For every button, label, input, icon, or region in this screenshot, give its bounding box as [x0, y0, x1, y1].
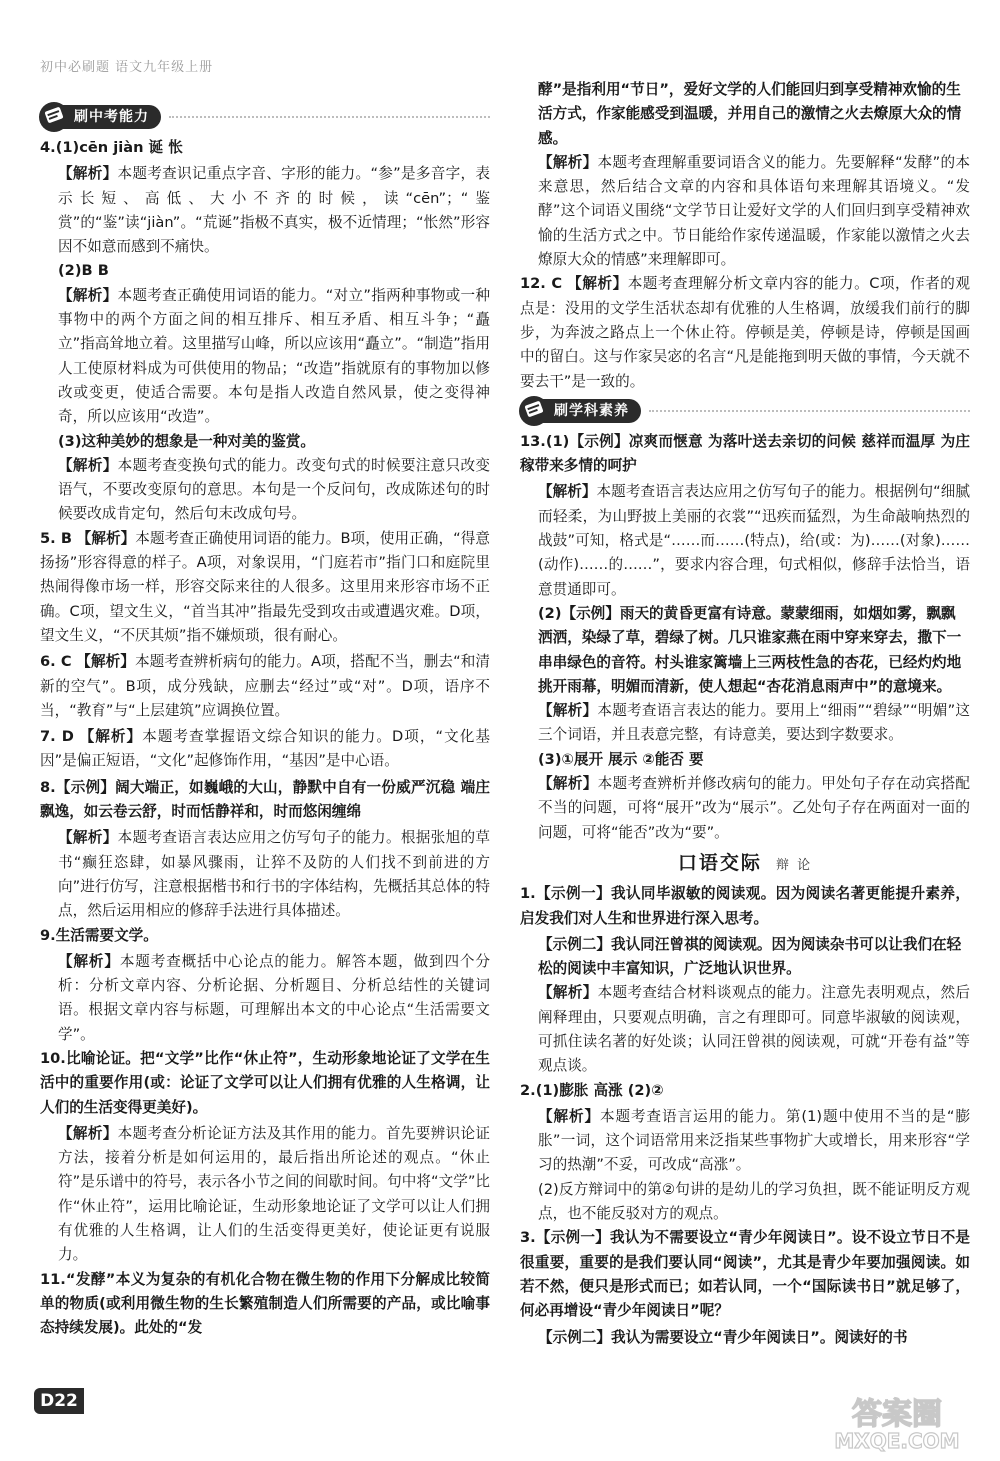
answer: 【示例二】我认同汪曾祺的阅读观。因为阅读杂书可以让我们在轻松的阅读中丰富知识，广泛地认识世界。 [538, 935, 962, 978]
banner-subject-literacy [520, 396, 970, 426]
question-13: 13.(1)【示例】凉爽而惬意 为落叶送去亲切的问候 慈祥而温厚 为庄稼带来多情的呵护 [520, 432, 970, 475]
analysis: 【解析】本题考查辨析并修改病句的能力。甲处句子存在动宾搭配不当的问题，可将“展开”改为“展示”。乙处句子存在两面对一面的问题，可将“能否”改为“要”。 [538, 775, 970, 841]
right-column [520, 78, 970, 1350]
oral-question-3: 3.【示例一】我认为不需要设立“青少年阅读日”。设不设立节日不是很重要，重要的是我们要认同“阅读”，尤其是青少年要加强阅读。如若不然，便只是形式而已；如若认同，一个“国际读书日”就足够了，何必再增设“青少年阅读日”呢？ [520, 1229, 970, 1320]
answer-continued: 酵”是指利用“节日”，爱好文学的人们能回归到享受精神欢愉的生活方式，作家能感受到温暖，并用自己的激情之火去燎原大众的情感。 [538, 81, 962, 147]
analysis: 【解析】本题考查结合材料谈观点的能力。注意先表明观点，然后阐释理由，只要观点明确，言之有理即可。同意毕淑敏的阅读观，可抓住读名著的好处谈；认同汪曾祺的阅读观，可就“开卷有益”等观点谈。 [538, 984, 970, 1075]
question-8: 8.【示例】阔大端正，如巍峨的大山，静默中自有一份威严沉稳 端庄飘逸，如云卷云舒，时而恬静祥和，时而悠闲缠绵 [40, 778, 490, 821]
analysis: 【解析】本题考查识记重点字音、字形的能力。“参”是多音字，表示长短、高低、大小不齐的时候，读“cēn”；“鉴赏”的“鉴”读“jiàn”。“荒诞”指极不真实，极不近情理；“怅然”形容因不如意而感到不痛快。 [58, 165, 490, 256]
banner-label: 刷学科素养 [554, 402, 629, 419]
analysis: (2)反方辩词中的第②句讲的是幼儿的学习负担，既不能证明反方观点，也不能反驳对方的观点。 [538, 1180, 970, 1223]
banner-pill [40, 105, 161, 129]
banner-dots [169, 116, 490, 118]
question-7: 7. D 【解析】本题考查掌握语文综合知识的能力。D项，“文化基因”是偏正短语，“文化”起修饰作用，“基因”是中心语。 [40, 728, 490, 770]
answer: (3)这种美妙的想象是一种对美的鉴赏。 [58, 432, 315, 450]
oral-question-1: 1.【示例一】我认同毕淑敏的阅读观。因为阅读名著更能提升素养，启发我们对人生和世界进行深入思考。 [520, 885, 970, 927]
analysis: 【解析】本题考查语言表达应用之仿写句子的能力。根据例句“细腻而轻柔，为山野披上美丽的衣裳”“迅疾而猛烈，为生命敲响热烈的战鼓”可知，格式是“……而……(特点)，给(或：为)……(对象)……(动作)……的……”，要求内容合理，句式相似，修辞手法恰当，语意贯通即可。 [538, 483, 970, 598]
banner-label: 刷中考能力 [74, 109, 149, 125]
banner-pill [520, 399, 641, 423]
question-9: 9.生活需要文学。 [40, 926, 158, 944]
question-11: 11.“发酵”本义为复杂的有机化合物在微生物的作用下分解成比较简单的物质(或利用微生物的生长繁殖制造人们所需要的产品，或比喻事态持续发展)。此处的“发 [40, 1270, 490, 1337]
banner-exam-ability [40, 102, 490, 132]
analysis: 【解析】本题考查概括中心论点的能力。解答本题，做到四个分析：分析文章内容、分析论据、分析题目、分析总结性的关键词语。根据文章内容与标题，可理解出本文的中心论点“生活需要文学”。 [58, 952, 490, 1043]
brush-icon [38, 99, 70, 133]
section-subtitle: 辩 论 [775, 857, 813, 873]
analysis: 【解析】本题考查分析论证方法及其作用的能力。首先要辨识论证方法，接着分析是如何运用的，最后指出所论述的观点。“休止符”是乐谱中的符号，表示各小节之间的间歇时间。句中将“文学”比作“休止符”，运用比喻论证，生动形象地论证了文学可以让人们拥有优雅的人生格调，让人们的生活变得更美好，使论证更有说服力。 [58, 1124, 490, 1264]
analysis: 【解析】本题考查语言运用的能力。第(1)题中使用不当的是“膨胀”一词，这个词语常用来泛指某些事物扩大或增长，用来形容“学习的热潮”不妥，可改成“高涨”。 [538, 1107, 970, 1174]
question-4: 4.(1)cēn jiàn 诞 怅 [40, 139, 183, 156]
page-number: D22 [34, 1388, 84, 1414]
question-6: 6. C 【解析】本题考查辨析病句的能力。A项，搭配不当，删去“和清新的空气”。B项，成分残缺，应删去“经过”或“对”。D项，语序不当，“教育”与“上层建筑”应调换位置。 [40, 653, 490, 719]
watermark-logo [812, 1390, 982, 1456]
analysis: 【解析】本题考查正确使用词语的能力。“对立”指两种事物或一种事物中的两个方面之间的相互排斥、相互矛盾、相互斗争；“矗立”指高耸地立着。这里描写山峰，所以应该用“矗立”。“制造”指用人工使原材料成为可供使用的物品；“改造”指就原有的事物加以修改或变更，使适合需要。本句是指人改造自然风景，使之变得神奇，所以应该用“改造”。 [58, 286, 490, 426]
answer: 【示例二】我认为需要设立“青少年阅读日”。阅读好的书 [538, 1328, 908, 1346]
question-5: 5. B 【解析】本题考查正确使用词语的能力。B项，使用正确，“得意扬扬”形容得意的样子。A项，对象误用，“门庭若市”指门口和庭院里热闹得像市场一样，形容交际来往的人很多。这里用来形容市场不正确。C项，望文生义，“首当其冲”指最先受到攻击或遭遇灾难。D项，望文生义，“不厌其烦”指不嫌烦琐，很有耐心。 [40, 529, 490, 644]
brush-icon [518, 393, 550, 427]
analysis: 【解析】本题考查理解重要词语含义的能力。先要解释“发酵”的本来意思，然后结合文章的内容和具体语句来理解其语境义。“发酵”这个词语义围绕“文学节日让爱好文学的人们回归到享受精神欢愉的生活方式之中。节日能给作家传递温暖，作家能以激情之火去燎原大众的情感”来理解即可。 [538, 153, 970, 269]
oral-question-2: 2.(1)膨胀 高涨 (2)② [520, 1081, 664, 1099]
answer: (2)【示例】雨天的黄昏更富有诗意。蒙蒙细雨，如烟如雾，飘飘洒洒，染绿了草，碧绿了树。几只谁家燕在雨中穿来穿去，撒下一串串绿色的音符。村头谁家篱墙上三两枝性急的杏花，已经灼灼地挑开雨幕，明媚而清新，使人想起“杏花消息雨声中”的意境来。 [538, 604, 962, 695]
svg-text:MXQE.COM: MXQE.COM [834, 1429, 960, 1453]
left-column [40, 100, 490, 1343]
running-header: 初中必刷题 语文九年级上册 [40, 60, 214, 75]
analysis: 【解析】本题考查语言表达应用之仿写句子的能力。根据张旭的草书“癫狂恣肆，如暴风骤雨，让猝不及防的人们找不到前进的方向”进行仿写，注意根据楷书和行书的字体结构，先概括其总体的特点，然后运用相应的修辞手法进行具体描述。 [58, 829, 490, 920]
analysis: 【解析】本题考查变换句式的能力。改变句式的时候要注意只改变语气，不要改变原句的意思。本句是一个反问句，改成陈述句的时候要改成肯定句，然后句末改成句号。 [58, 456, 490, 523]
section-title: 口语交际 辩 论 [677, 851, 813, 874]
analysis: 【解析】本题考查语言表达的能力。要用上“细雨”“碧绿”“明媚”这三个词语，并且表意完整，有诗意美，要达到字数要求。 [538, 702, 970, 744]
answer: (3)①展开 展示 ②能否 要 [538, 750, 704, 768]
answer: (2)B B [58, 262, 109, 280]
question-10: 10.比喻论证。把“文学”比作“休止符”，生动形象地论证了文学在生活中的重要作用(或：论证了文学可以让人们拥有优雅的人生格调，让人们的生活变得更美好)。 [40, 1049, 490, 1116]
svg-text:答案圈: 答案圈 [852, 1397, 942, 1432]
question-12: 12. C 【解析】本题考查理解分析文章内容的能力。C项，作者的观点是：没用的文学生活状态却有优雅的人生格调，放缓我们前行的脚步，为奔波之路点上一个休止符。停顿是美，停顿是诗，停顿是国画中的留白。这与作家吴宓的名言“凡是能拖到明天做的事情，今天就不要去干”是一致的。 [520, 275, 970, 390]
banner-dots [649, 410, 970, 412]
